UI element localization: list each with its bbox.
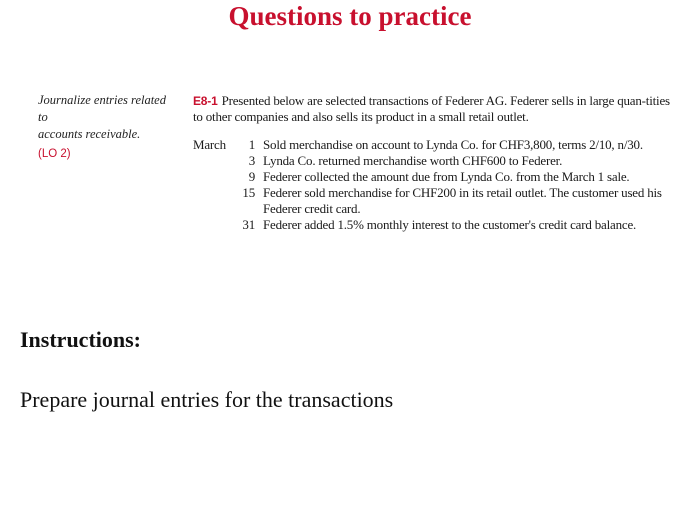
transaction-day: 1 bbox=[248, 137, 255, 152]
transaction-row bbox=[193, 153, 673, 169]
transaction-day: 9 bbox=[248, 169, 255, 184]
transaction-day: 31 bbox=[242, 217, 255, 232]
transaction-text: Federer collected the amount due from Lynda Co. from the March 1 sale. bbox=[263, 169, 630, 184]
exercise-id: E8-1 bbox=[193, 94, 218, 108]
transaction-text: Federer sold merchandise for CHF200 in its retail outlet. The customer used his Federer credit card. bbox=[263, 185, 662, 216]
transactions-list bbox=[193, 137, 673, 233]
transaction-row bbox=[193, 137, 673, 153]
transaction-text: Lynda Co. returned merchandise worth CHF600 to Federer. bbox=[263, 153, 563, 168]
transaction-day: 3 bbox=[248, 153, 255, 168]
transaction-day: 15 bbox=[242, 185, 255, 200]
transaction-row bbox=[193, 217, 673, 233]
learning-objective-code: (LO 2) bbox=[38, 148, 71, 160]
transaction-row bbox=[193, 185, 673, 217]
transaction-text: Federer added 1.5% monthly interest to the customer's credit card balance. bbox=[263, 217, 637, 232]
exercise-intro bbox=[193, 93, 673, 125]
page-title: Questions to practice bbox=[228, 1, 472, 31]
exercise-intro-text: Presented below are selected transactions of Federer AG. Federer sells in large quan-tities to other companies and also sells its product in a small retail outlet. bbox=[193, 93, 670, 124]
transaction-row bbox=[193, 169, 673, 185]
instructions-text: Prepare journal entries for the transactions bbox=[20, 387, 394, 412]
side-note-line: Journalize entries related to bbox=[38, 93, 166, 124]
transaction-month: March bbox=[193, 137, 226, 152]
transaction-text: Sold merchandise on account to Lynda Co. for CHF3,800, terms 2/10, n/30. bbox=[263, 137, 643, 152]
learning-objective-note bbox=[38, 92, 178, 163]
side-note-line: accounts receivable. bbox=[38, 127, 141, 141]
instructions-heading: Instructions: bbox=[20, 327, 142, 352]
